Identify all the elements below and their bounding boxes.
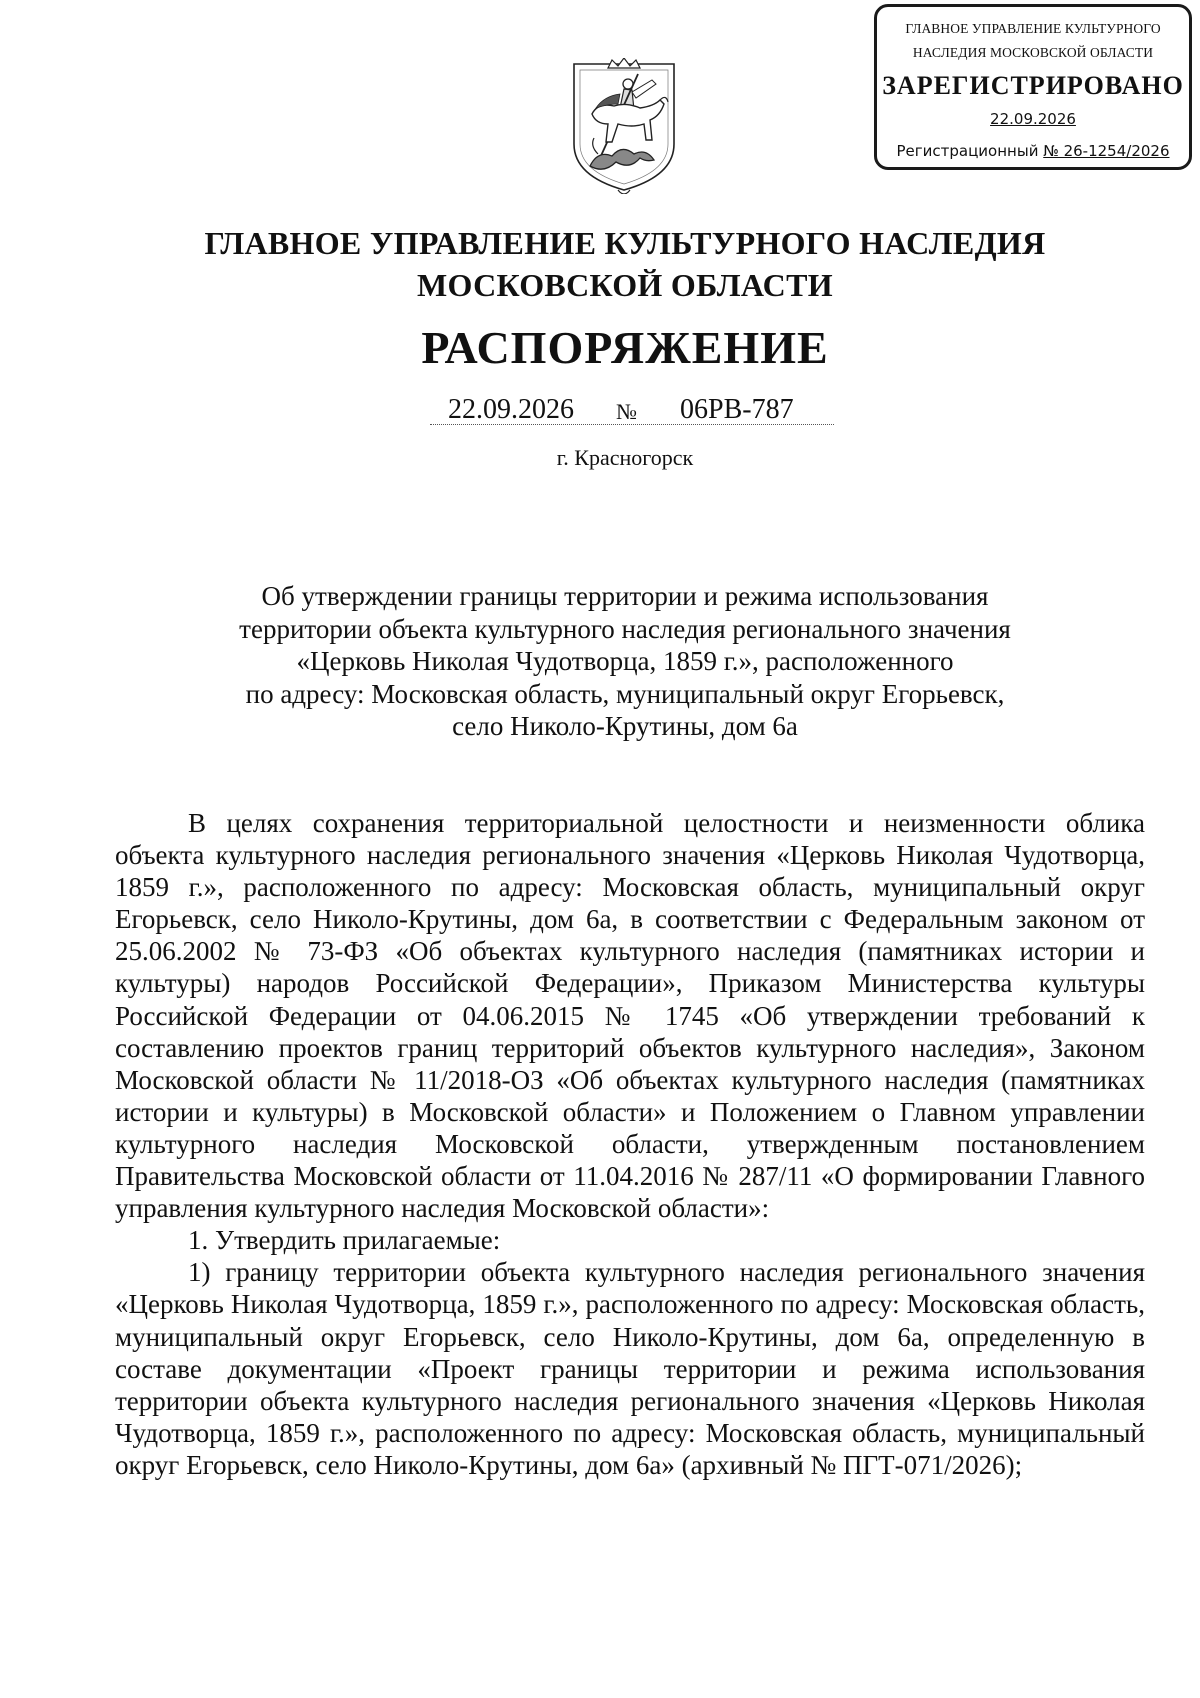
body-paragraph-subitem-1: 1) границу территории объекта культурного наследия регионального значения «Церковь Николая Чудотворца, 1859 г.», расположенного по адресу: Московская область, муниципальный округ Егорьевск, село Николо-Крутины, дом 6а, определенную в составе документации «Проект границы территории и режима использования территории объекта культурного наследия регионального значения «Церковь Николая Чудотворца, 1859 г.», расположенного по адресу: Московская область, муниципальный округ Егорьевск, село Николо-Крутины, дом 6а» (архивный № ПГТ-071/2026);: [115, 1257, 1145, 1480]
document-date: 22.09.2026: [448, 394, 574, 425]
registration-stamp: [874, 4, 1192, 170]
subject-line: село Николо-Крутины, дом 6а: [452, 711, 798, 742]
stamp-org-line1: ГЛАВНОЕ УПРАВЛЕНИЕ КУЛЬТУРНОГО: [905, 21, 1161, 36]
document-subject: [160, 580, 1090, 743]
subject-line: по адресу: Московская область, муниципальный округ Егорьевск,: [245, 678, 1005, 709]
number-sign: №: [616, 399, 637, 424]
document-body: [115, 807, 1145, 1481]
stamp-date: 22.09.2026: [990, 110, 1076, 128]
document-number: 06РВ-787: [680, 394, 794, 425]
document-date-number: [430, 392, 834, 425]
subject-line: Об утверждении границы территории и режима использования: [261, 581, 989, 611]
organization-title: [0, 222, 1200, 306]
stamp-registration-number: [877, 141, 1189, 161]
body-paragraph-item-1: 1. Утвердить прилагаемые:: [188, 1225, 501, 1256]
document-type: РАСПОРЯЖЕНИЕ: [421, 322, 829, 373]
stamp-reg-label: Регистрационный: [896, 142, 1044, 160]
stamp-org-line2: НАСЛЕДИЯ МОСКОВСКОЙ ОБЛАСТИ: [912, 45, 1154, 60]
stamp-title: ЗАРЕГИСТРИРОВАНО: [882, 71, 1184, 100]
document-city: г. Красногорск: [556, 445, 694, 470]
body-paragraph-preamble: В целях сохранения территориальной целостности и неизменности облика объекта культурного наследия регионального значения «Церковь Николая Чудотворца, 1859 г.», расположенного по адресу: Московская область, муниципальный округ Егорьевск, село Николо-Крутины, дом 6а, в соответствии с Федеральным законом от 25.06.2002 № 73-ФЗ «Об объектах культурного наследия (памятниках истории и культуры) народов Российской Федерации», Приказом Министерства культуры Российской Федерации от 04.06.2015 № 1745 «Об утверждении требований к составлению проектов границ территорий объектов культурного наследия», Законом Московской области № 11/2018-ОЗ «Об объектах культурного наследия (памятниках истории и культуры) в Московской области» и Положением о Главном управлении культурного наследия Московской области, утвержденным постановлением Правительства Московской области от 11.04.2016 № 287/11 «О формировании Главного управления культурного наследия Московской области»:: [115, 808, 1145, 1224]
subject-line: территории объекта культурного наследия регионального значения: [239, 613, 1011, 644]
organization-title-line1: ГЛАВНОЕ УПРАВЛЕНИЕ КУЛЬТУРНОГО НАСЛЕДИЯ: [204, 225, 1046, 261]
subject-line: «Церковь Николая Чудотворца, 1859 г.», расположенного: [296, 646, 954, 677]
organization-title-line2: МОСКОВСКОЙ ОБЛАСТИ: [417, 267, 833, 303]
stamp-organization: [877, 17, 1189, 65]
stamp-reg-value: № 26-1254/2026: [1043, 142, 1170, 160]
coat-of-arms-icon: [568, 58, 680, 194]
